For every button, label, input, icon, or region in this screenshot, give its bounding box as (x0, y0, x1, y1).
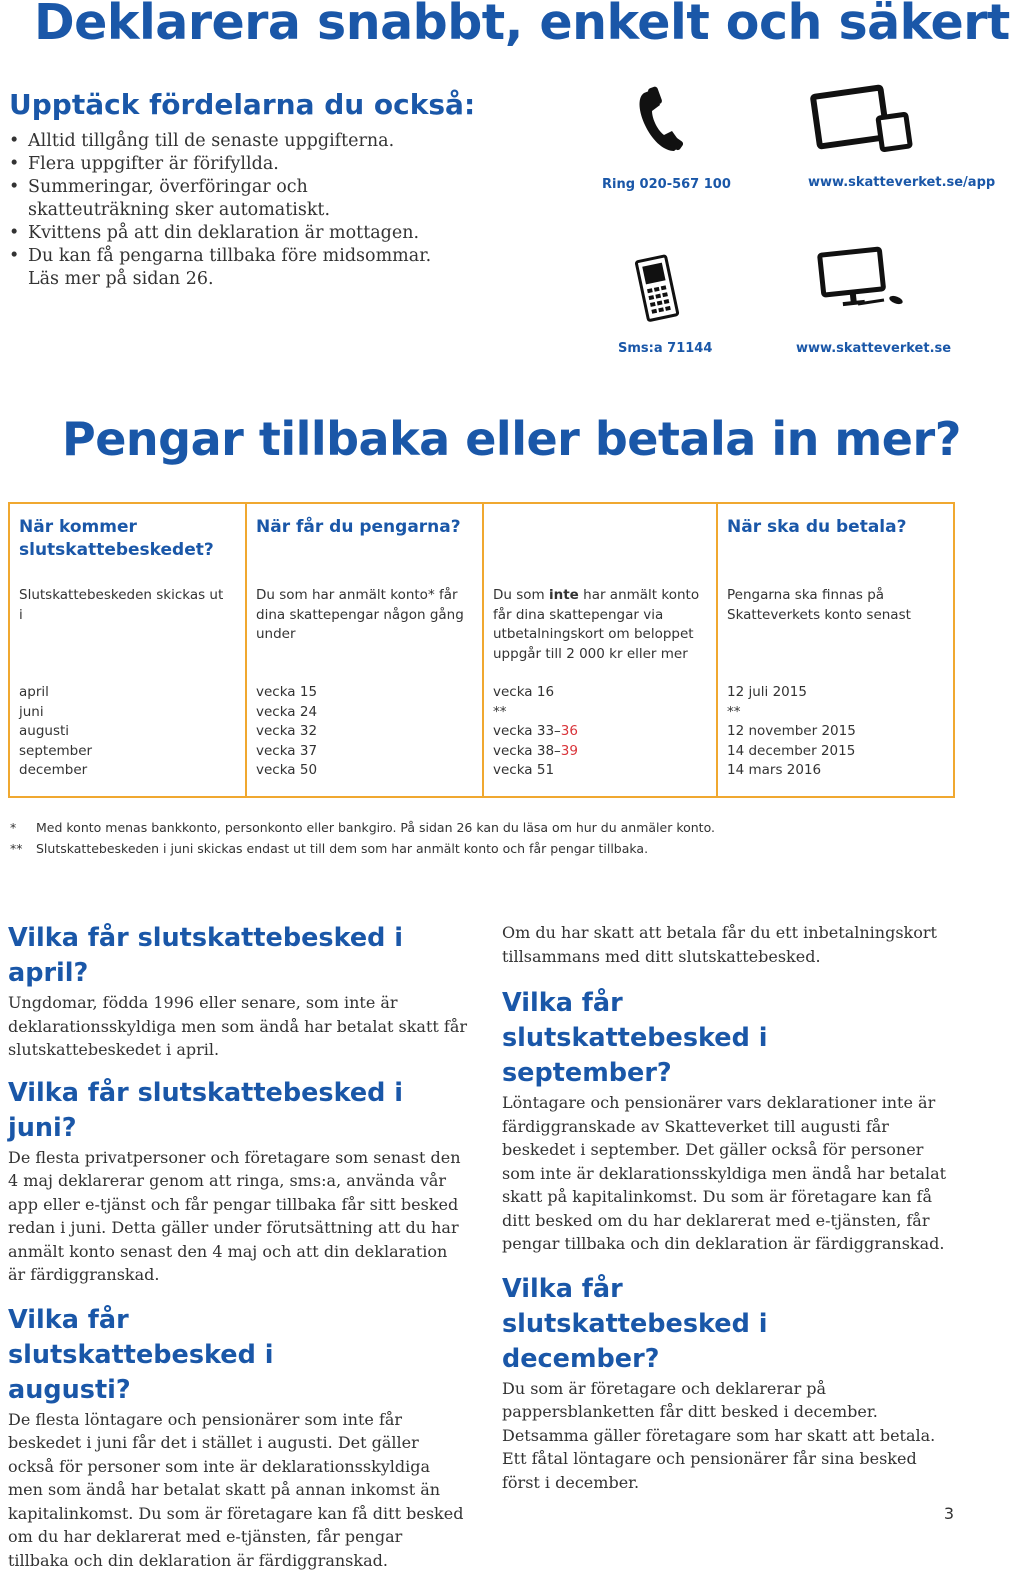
table-cell: vecka 50 (256, 761, 317, 781)
phone-icon (636, 85, 692, 155)
footnote: ** Slutskattebeskeden i juni skickas endast ut till dem som har anmält konto och får pengar tillbaka. (10, 841, 648, 856)
schedule-table (8, 502, 955, 798)
section-body: Ungdomar, födda 1996 eller senare, som inte är deklarationsskyldiga men som ändå har betalat skatt får slutskattebeskedet i april. (8, 991, 468, 1062)
list-item: • Alltid tillgång till de senaste uppgifterna. (8, 130, 448, 153)
section-title: Pengar tillbaka eller betala in mer? (62, 412, 961, 466)
table-cell: vecka 15 (256, 683, 317, 703)
table-cell: vecka 51 (493, 761, 578, 781)
read-more-text: Läs mer på sidan 26. (8, 268, 448, 291)
sms-number-label: Sms:a 71144 (618, 341, 712, 356)
section-heading: Vilka får slutskattebesked i september? (502, 986, 802, 1091)
table-cell: 14 december 2015 (727, 742, 856, 762)
section-heading: Vilka får slutskattebesked i juni? (8, 1076, 468, 1146)
section-heading: Vilka får slutskattebesked i augusti? (8, 1303, 308, 1408)
table-cell: vecka 37 (256, 742, 317, 762)
table-cell: Pengarna ska finnas på Skatteverkets konto senast (727, 586, 949, 625)
web-link[interactable]: www.skatteverket.se (796, 341, 951, 356)
table-cell: juni (19, 703, 92, 723)
computer-icon (812, 246, 916, 310)
column-header: När får du pengarna? (256, 516, 478, 539)
list-item: • Summeringar, överföringar och skatteuträkning sker automatiskt. (8, 176, 428, 222)
table-cell: ** (493, 703, 578, 723)
column-header: När ska du betala? (727, 516, 949, 539)
table-cell: vecka 24 (256, 703, 317, 723)
table-cell: vecka 16 (493, 683, 578, 703)
section-body: Löntagare och pensionärer vars deklarationer inte är färdiggranskade av Skatteverket till augusti får beskedet i september. Det gäller också för personer som inte är deklarationsskyldiga men ändå har betalat skatt på kapitalinkomst. Du som är företagare kan få ditt besked om du har deklarerat med e-tjänsten, får pengar tillbaka och din deklaration är färdiggranskad. (502, 1091, 954, 1256)
column-header: När kommer slutskattebeskedet? (19, 516, 239, 562)
table-cell: vecka 32 (256, 722, 317, 742)
table-cell: Du som har anmält konto* får dina skattepengar någon gång under (256, 586, 478, 645)
table-cell: vecka 33–36 (493, 722, 578, 742)
intro-text: Om du har skatt att betala får du ett inbetalningskort tillsammans med ditt slutskattebesked. (502, 921, 954, 968)
right-column (502, 921, 954, 1494)
table-cell: Slutskattebeskeden skickas ut i (19, 586, 224, 625)
table-cell: 12 juli 2015 (727, 683, 856, 703)
section-body: De flesta privatpersoner och företagare som senast den 4 maj deklarerar genom att ringa, sms:a, använda vår app eller e-tjänst och får pengar tillbaka får sitt besked redan i juni. Detta gäller under förutsättning att du har anmält konto senast den 4 maj och att din deklaration är färdiggranskad. (8, 1146, 468, 1287)
tablet-icon (810, 86, 914, 154)
mobile-phone-icon (632, 254, 684, 322)
section-body: De flesta löntagare och pensionärer som inte får beskedet i juni får det i stället i augusti. Det gäller också för personer som inte är deklarationsskyldiga men som ändå har betalat skatt på annan inkomst än kapitalinkomst. Du som är företagare kan få ditt besked om du har deklarerat med e-tjänsten, får pengar tillbaka och din deklaration är färdiggranskad. (8, 1408, 468, 1572)
section-body: Du som är företagare och deklarerar på pappersblanketten får ditt besked i december. Detsamma gäller företagare som har skatt att betala. Ett fåtal löntagare och pensionärer får sina besked först i december. (502, 1377, 954, 1495)
table-cell: vecka 38–39 (493, 742, 578, 762)
benefits-heading: Upptäck fördelarna du också: (9, 88, 475, 121)
table-cell: ** (727, 703, 856, 723)
list-item: • Flera uppgifter är förifyllda. (8, 153, 448, 176)
due-date-list (727, 683, 856, 781)
table-cell: augusti (19, 722, 92, 742)
app-link[interactable]: www.skatteverket.se/app (808, 175, 995, 190)
page-number: 3 (944, 1504, 954, 1523)
section-heading: Vilka får slutskattebesked i april? (8, 921, 468, 991)
table-cell: 14 mars 2016 (727, 761, 856, 781)
left-column (8, 921, 468, 1572)
table-cell: Du som inte har anmält konto får dina skattepengar via utbetalningskort om beloppet uppgår till 2 000 kr eller mer (493, 586, 711, 664)
month-list (19, 683, 92, 781)
table-cell: september (19, 742, 92, 762)
section-heading: Vilka får slutskattebesked i december? (502, 1272, 802, 1377)
page-title: Deklarera snabbt, enkelt och säkert (34, 0, 1010, 51)
table-cell: december (19, 761, 92, 781)
week-list (256, 683, 317, 781)
table-cell: 12 november 2015 (727, 722, 856, 742)
table-cell: april (19, 683, 92, 703)
footnote: * Med konto menas bankkonto, personkonto eller bankgiro. På sidan 26 kan du läsa om hur du anmäler konto. (10, 820, 715, 835)
list-item: • Du kan få pengarna tillbaka före midsommar. (8, 245, 448, 268)
benefits-list (8, 130, 448, 291)
phone-number-label: Ring 020-567 100 (602, 177, 731, 192)
list-item: • Kvittens på att din deklaration är mottagen. (8, 222, 448, 245)
week-list-no-account (493, 683, 578, 781)
